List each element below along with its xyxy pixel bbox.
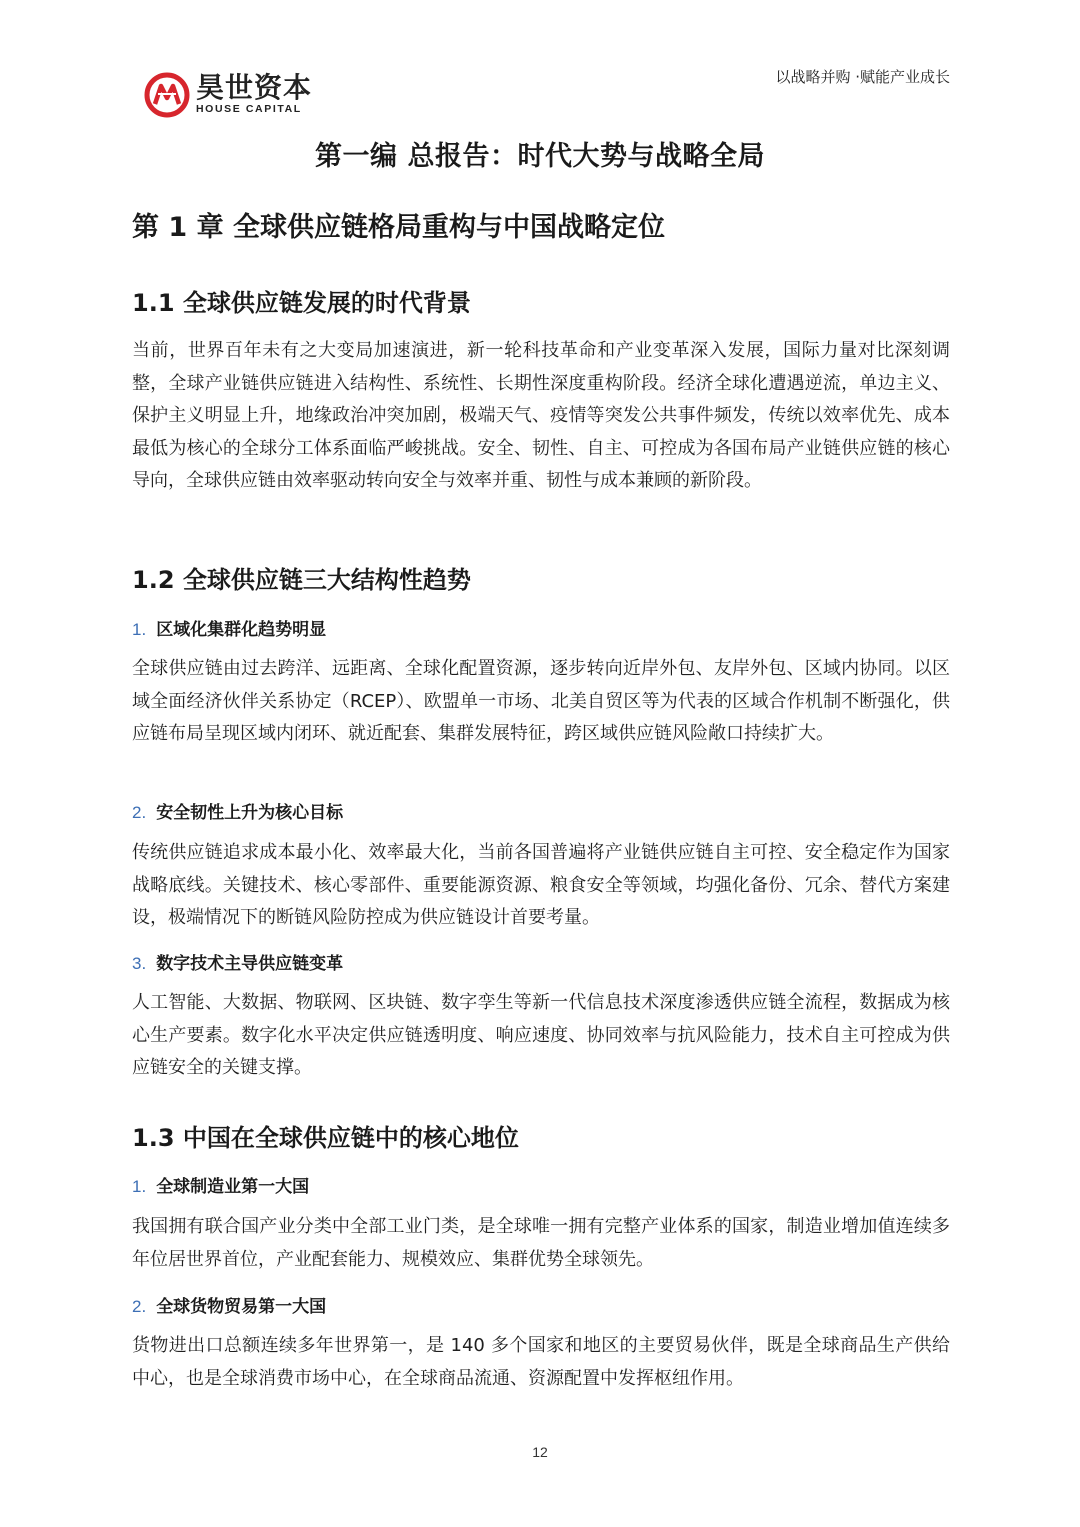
section-1-1-paragraph: 当前，世界百年未有之大变局加速演进，新一轮科技革命和产业变革深入发展，国际力量对比深刻调整，全球产业链供应链进入结构性、系统性、长期性深度重构阶段。经济全球化遭遇逆流，单边主义、保护主义明显上升，地缘政治冲突加剧，极端天气、疫情等突发公共事件频发，传统以效率优先、成本最低为核心的全球分工体系面临严峻挑战。安全、韧性、自主、可控成为各国布局产业链供应链的核心导向，全球供应链由效率驱动转向安全与效率并重、韧性与成本兼顾的新阶段。 xyxy=(132,340,950,491)
subsection-title: 安全韧性上升为核心目标 xyxy=(156,803,344,823)
section-1-2-title: 1.2 全球供应链三大结构性趋势 xyxy=(132,566,471,594)
subsection-heading xyxy=(132,798,343,823)
company-logo xyxy=(144,72,314,120)
subsection-heading xyxy=(132,1292,326,1317)
list-number: 1. xyxy=(132,1177,147,1196)
logo-chinese-name: 昊世资本 xyxy=(196,71,313,104)
list-number: 2. xyxy=(132,1297,147,1316)
subsection-heading xyxy=(132,1172,309,1197)
subsection-title: 全球制造业第一大国 xyxy=(156,1177,310,1197)
part-title: 第一编 总报告：时代大势与战略全局 xyxy=(315,141,765,172)
section-1-1-title: 1.1 全球供应链发展的时代背景 xyxy=(132,289,471,317)
list-number: 2. xyxy=(132,803,147,822)
house-capital-logo-icon xyxy=(144,72,190,118)
subsection-title: 区域化集群化趋势明显 xyxy=(156,620,327,640)
page-number: 12 xyxy=(532,1444,548,1460)
chapter-title: 第 1 章 全球供应链格局重构与中国战略定位 xyxy=(132,212,665,243)
list-number: 3. xyxy=(132,954,147,973)
subsection-paragraph: 传统供应链追求成本最小化、效率最大化，当前各国普遍将产业链供应链自主可控、安全稳定作为国家战略底线。关键技术、核心零部件、重要能源资源、粮食安全等领域，均强化备份、冗余、替代方案建设，极端情况下的断链风险防控成为供应链设计首要考量。 xyxy=(132,842,950,928)
subsection-paragraph: 货物进出口总额连续多年世界第一，是 140 多个国家和地区的主要贸易伙伴，既是全球商品生产供给中心，也是全球消费市场中心，在全球商品流通、资源配置中发挥枢纽作用。 xyxy=(132,1335,950,1389)
subsection-paragraph: 全球供应链由过去跨洋、远距离、全球化配置资源，逐步转向近岸外包、友岸外包、区域内协同。以区域全面经济伙伴关系协定（RCEP）、欧盟单一市场、北美自贸区等为代表的区域合作机制不断强化，供应链布局呈现区域内闭环、就近配套、集群发展特征，跨区域供应链风险敞口持续扩大。 xyxy=(132,658,950,744)
subsection-paragraph: 人工智能、大数据、物联网、区块链、数字孪生等新一代信息技术深度渗透供应链全流程，数据成为核心生产要素。数字化水平决定供应链透明度、响应速度、协同效率与抗风险能力，技术自主可控成为供应链安全的关键支撑。 xyxy=(132,992,950,1078)
subsection-title: 全球货物贸易第一大国 xyxy=(156,1297,327,1317)
subsection-paragraph: 我国拥有联合国产业分类中全部工业门类，是全球唯一拥有完整产业体系的国家，制造业增加值连续多年位居世界首位，产业配套能力、规模效应、集群优势全球领先。 xyxy=(132,1216,950,1270)
subsection-heading xyxy=(132,615,326,640)
subsection-title: 数字技术主导供应链变革 xyxy=(156,954,344,974)
section-1-3-title: 1.3 中国在全球供应链中的核心地位 xyxy=(132,1124,519,1152)
list-number: 1. xyxy=(132,620,147,639)
logo-english-name: HOUSE CAPITAL xyxy=(196,103,302,115)
subsection-heading xyxy=(132,949,343,974)
header-tagline: 以战略并购 ·赋能产业成长 xyxy=(775,68,950,86)
